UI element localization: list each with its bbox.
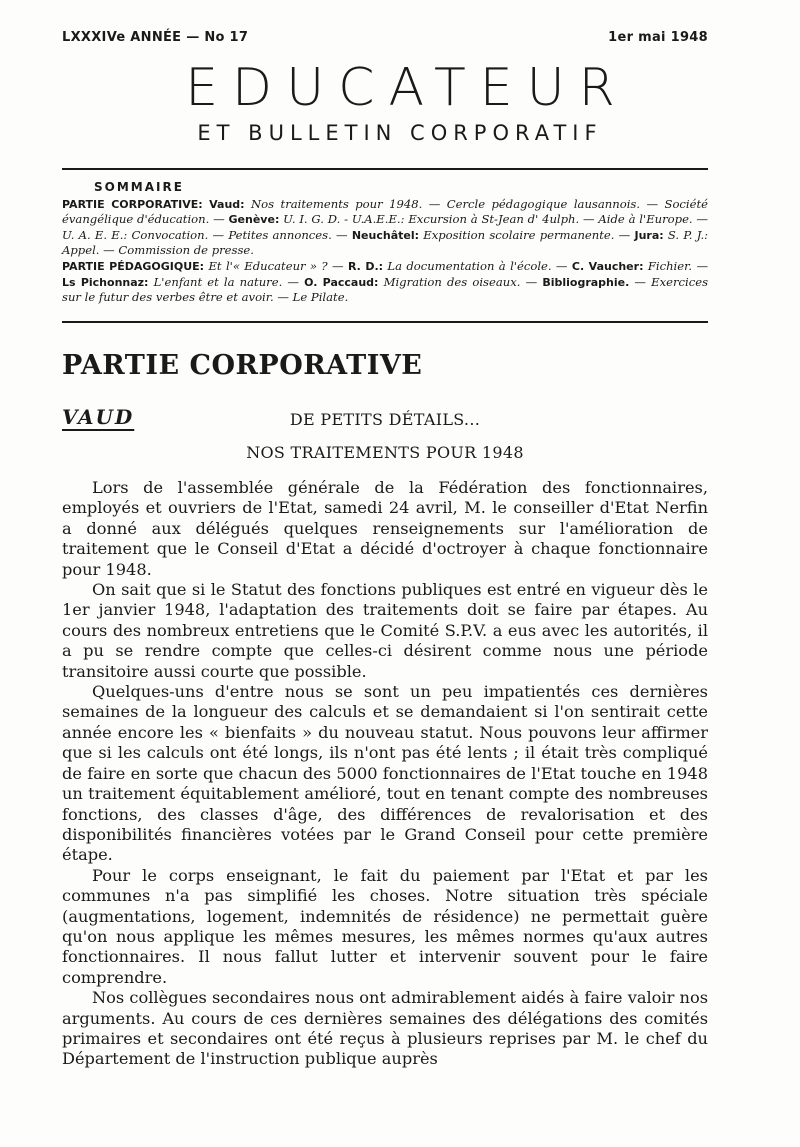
toc-entry-place: Bibliographie. <box>542 275 630 289</box>
article-kicker: DE PETITS DÉTAILS... <box>289 410 481 429</box>
article-paragraph: Quelques-uns d'entre nous se sont un peu impatientés ces dernières semaines de la longueur des calculs et se demandaient si l'on sentirait cette année encore les « bienfaits » du nouveau statut. Nous pouvons leur affirmer que si les calculs ont été longs, ils n'ont pas été lents ; il était très compliqué de faire en sorte que chacun des 5000 fonctionnaires de l'Etat touche en 1948 un traitement équitablement amélioré, tout en tenant compte des nombreuses fonctions, des classes d'âge, des différences de revalorisation et des disponibilités financières votées par le Grand Conseil pour cette première étape. <box>62 682 708 865</box>
toc-entry-text: La documentation à l'école. — <box>387 258 568 273</box>
divider-top <box>62 168 708 170</box>
toc-entry-text: — Exercices sur le futur des verbes être et avoir. — Le Pilate. <box>62 274 709 305</box>
toc-section-label: PARTIE CORPORATIVE: <box>62 197 203 211</box>
article-paragraph: On sait que si le Statut des fonctions publiques est entré en vigueur dès le 1er janvier 1948, l'adaptation des traitements doit se faire par étapes. Au cours des nombreux entretiens que le Comité S.P.V. a eus avec les autorités, il a pu se rendre compte que celles-ci désirent comme nous une période transitoire aussi courte que possible. <box>62 580 708 681</box>
toc-entry-place: Ls Pichonnaz: <box>62 275 149 289</box>
table-of-contents <box>62 180 708 306</box>
article-paragraph: Lors de l'assemblée générale de la Fédération des fonctionnaires, employés et ouvriers de l'Etat, samedi 24 avril, M. le conseiller d'Etat Nerfin a donné aux délégués quelques renseignements sur l'amélioration de traitement que le Conseil d'Etat a décidé d'octroyer à chaque fonctionnaire pour 1948. <box>62 478 708 579</box>
issue-date: 1er mai 1948 <box>608 30 708 45</box>
toc-entry-place: C. Vaucher: <box>571 259 644 273</box>
toc-entry-text: Fichier. — <box>647 258 709 273</box>
toc-pedagogique <box>62 259 708 305</box>
journal-title: EDUCATEUR <box>185 58 629 118</box>
article-paragraph: Nos collègues secondaires nous ont admirablement aidés à faire valoir nos arguments. Au cours de ces dernières semaines des délégations des comités primaires et secondaires ont été reçus à plusieurs reprises par M. le chef du Département de l'instruction publique auprès <box>62 988 708 1069</box>
toc-section-label: PARTIE PÉDAGOGIQUE: <box>62 259 205 273</box>
toc-entry-place: Vaud: <box>209 197 245 211</box>
issue-number: LXXXIVe ANNÉE — No 17 <box>62 30 249 45</box>
toc-entry-place: R. D.: <box>347 259 384 273</box>
journal-subtitle: ET BULLETIN CORPORATIF <box>197 121 603 145</box>
toc-entry-text: Exposition scolaire permanente. — <box>423 227 631 242</box>
masthead <box>0 58 800 146</box>
toc-entry-text: Et l'« Educateur » ? — <box>208 258 344 273</box>
article-title: NOS TRAITEMENTS POUR 1948 <box>246 443 524 462</box>
toc-heading: SOMMAIRE <box>94 180 184 194</box>
toc-entry-text: U. I. G. D. - U.A.E.E.: Excursion à St-Jean d' 4ulph. — Aide à l'Europe. — U. A. E. E.: Convocation. — Petites annonces. — <box>62 212 709 242</box>
toc-entry-place: Genève: <box>228 213 280 227</box>
section-heading: PARTIE CORPORATIVE <box>62 350 423 381</box>
article-paragraph: Pour le corps enseignant, le fait du paiement par l'Etat et par les communes n'a pas simplifié les choses. Notre situation très spéciale (augmentations, logement, indemnités de résidence) ne permettait guère qu'on nous applique les mêmes mesures, les mêmes normes qu'aux autres fonctionnaires. Il nous fallut lutter et intervenir souvent pour le faire comprendre. <box>62 865 708 987</box>
toc-entry-place: O. Paccaud: <box>304 275 379 289</box>
toc-entry-text: Migration des oiseaux. — <box>383 274 538 289</box>
issue-line <box>62 30 708 45</box>
toc-entry-text: L'enfant et la nature. — <box>153 274 299 289</box>
toc-entry-text: Nos traitements pour 1948. — Cercle pédagogique lausannois. — Société évangélique d'éducation. — <box>62 196 709 227</box>
toc-entry-place: Neuchâtel: <box>351 228 420 242</box>
toc-entry-place: Jura: <box>634 228 664 242</box>
canton-heading: VAUD <box>62 405 135 429</box>
toc-corporative <box>62 197 708 258</box>
article-body <box>62 478 708 1070</box>
divider-bottom <box>62 321 708 323</box>
toc-entry-text: S. P. J.: Appel. — Commission de presse. <box>62 227 709 258</box>
